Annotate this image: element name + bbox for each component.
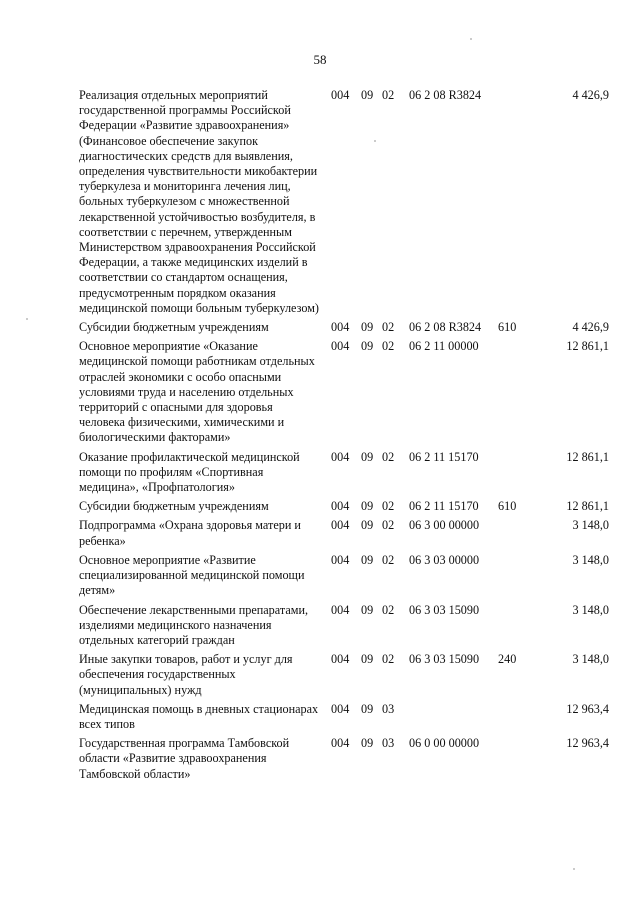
row-csr: 06 2 08 R3824 [409, 320, 482, 335]
row-pr: 02 [382, 499, 395, 514]
row-rz: 09 [361, 320, 374, 335]
row-rz: 09 [361, 736, 374, 751]
row-rz: 09 [361, 449, 374, 464]
row-name: Реализация отдельных мероприятий государственной программы Российской Федерации «Развитие здравоохранения» (Финансовое обеспечение закупок диагностических средств для выявления, определения чувствительности микобактерии туберкулеза и мониторинга лечения лиц, больных туберкулезом с множественной лекарственной устойчивостью возбудителя, в соответствии с перечнем, утвержденным Министерством здравоохранения Российской Федерации, а также медицинских изделий в соответствии со стандартом оснащения, предусмотренным порядком оказания медицинской помощи больным туберкулезом) [79, 88, 319, 315]
row-sum: 12 963,4 [566, 736, 609, 751]
row-csr: 06 2 11 15170 [409, 449, 479, 464]
table-row [0, 702, 640, 732]
table-row [0, 320, 640, 335]
table-row [0, 450, 640, 496]
table-row [0, 518, 640, 548]
row-pr: 02 [382, 449, 395, 464]
row-pr: 02 [382, 339, 395, 354]
row-rz: 09 [361, 701, 374, 716]
row-name: Подпрограмма «Охрана здоровья матери и ребенка» [79, 518, 301, 548]
row-vr: 610 [498, 499, 517, 514]
row-sum: 12 861,1 [566, 339, 609, 354]
row-pr: 03 [382, 736, 395, 751]
row-ved: 004 [331, 736, 350, 751]
row-sum: 12 963,4 [566, 701, 609, 716]
row-csr: 06 2 11 00000 [409, 339, 479, 354]
row-vr: 240 [498, 652, 517, 667]
scan-speck [573, 868, 575, 870]
row-rz: 09 [361, 602, 374, 617]
row-ved: 004 [331, 320, 350, 335]
row-sum: 3 148,0 [572, 652, 609, 667]
table-row [0, 603, 640, 649]
table-row [0, 88, 640, 316]
row-sum: 12 861,1 [566, 449, 609, 464]
budget-table [0, 88, 640, 786]
row-sum: 4 426,9 [572, 88, 609, 102]
row-name: Оказание профилактической медицинской помощи по профилям «Спортивная медицина», «Профпатология» [79, 449, 300, 495]
row-ved: 004 [331, 602, 350, 617]
row-ved: 004 [331, 701, 350, 716]
table-row [0, 499, 640, 514]
table-row [0, 339, 640, 445]
row-name: Обеспечение лекарственными препаратами, изделиями медицинского назначения отдельных категорий граждан [79, 602, 309, 647]
row-name: Основное мероприятие «Оказание медицинской помощи работникам отдельных отраслей экономики с особо опасными условиями труда и населению отдельных территорий с опасными для здоровья человека физическими, химическими и биологическими факторами» [79, 339, 315, 445]
row-rz: 09 [361, 88, 374, 102]
row-name: Медицинская помощь в дневных стационарах всех типов [79, 701, 319, 731]
row-csr: 06 3 00 00000 [409, 518, 480, 533]
row-pr: 02 [382, 652, 395, 667]
table-row [0, 553, 640, 599]
row-pr: 02 [382, 518, 395, 533]
scan-speck [374, 140, 376, 142]
row-name: Иные закупки товаров, работ и услуг для обеспечения государственных (муниципальных) нужд [79, 652, 293, 697]
row-ved: 004 [331, 339, 350, 354]
row-sum: 3 148,0 [572, 602, 609, 617]
row-sum: 4 426,9 [572, 320, 609, 335]
table-row [0, 652, 640, 698]
scan-speck [470, 38, 472, 40]
row-sum: 3 148,0 [572, 518, 609, 533]
row-csr: 06 2 11 15170 [409, 499, 479, 514]
row-pr: 02 [382, 320, 395, 335]
row-rz: 09 [361, 499, 374, 514]
row-ved: 004 [331, 518, 350, 533]
row-pr: 02 [382, 602, 395, 617]
row-rz: 09 [361, 552, 374, 567]
scan-speck [26, 318, 28, 320]
row-rz: 09 [361, 339, 374, 354]
row-pr: 03 [382, 701, 395, 716]
table-row [0, 736, 640, 782]
row-ved: 004 [331, 652, 350, 667]
row-name: Государственная программа Тамбовской области «Развитие здравоохранения Тамбовской области» [79, 736, 290, 781]
row-csr: 06 3 03 15090 [409, 602, 480, 617]
row-pr: 02 [382, 88, 395, 102]
row-rz: 09 [361, 652, 374, 667]
row-rz: 09 [361, 518, 374, 533]
row-name: Субсидии бюджетным учреждениям [79, 499, 269, 514]
row-csr: 06 2 08 R3824 [409, 88, 482, 102]
row-pr: 02 [382, 552, 395, 567]
row-ved: 004 [331, 499, 350, 514]
row-csr: 06 0 00 00000 [409, 736, 480, 751]
row-ved: 004 [331, 552, 350, 567]
row-sum: 3 148,0 [572, 552, 609, 567]
row-name: Основное мероприятие «Развитие специализированной медицинской помощи детям» [79, 552, 305, 598]
row-vr: 610 [498, 320, 517, 335]
row-csr: 06 3 03 00000 [409, 552, 480, 567]
row-ved: 004 [331, 88, 350, 102]
row-ved: 004 [331, 449, 350, 464]
row-name: Субсидии бюджетным учреждениям [79, 320, 269, 335]
row-csr: 06 3 03 15090 [409, 652, 480, 667]
page-number: 58 [313, 52, 327, 67]
row-sum: 12 861,1 [566, 499, 609, 514]
